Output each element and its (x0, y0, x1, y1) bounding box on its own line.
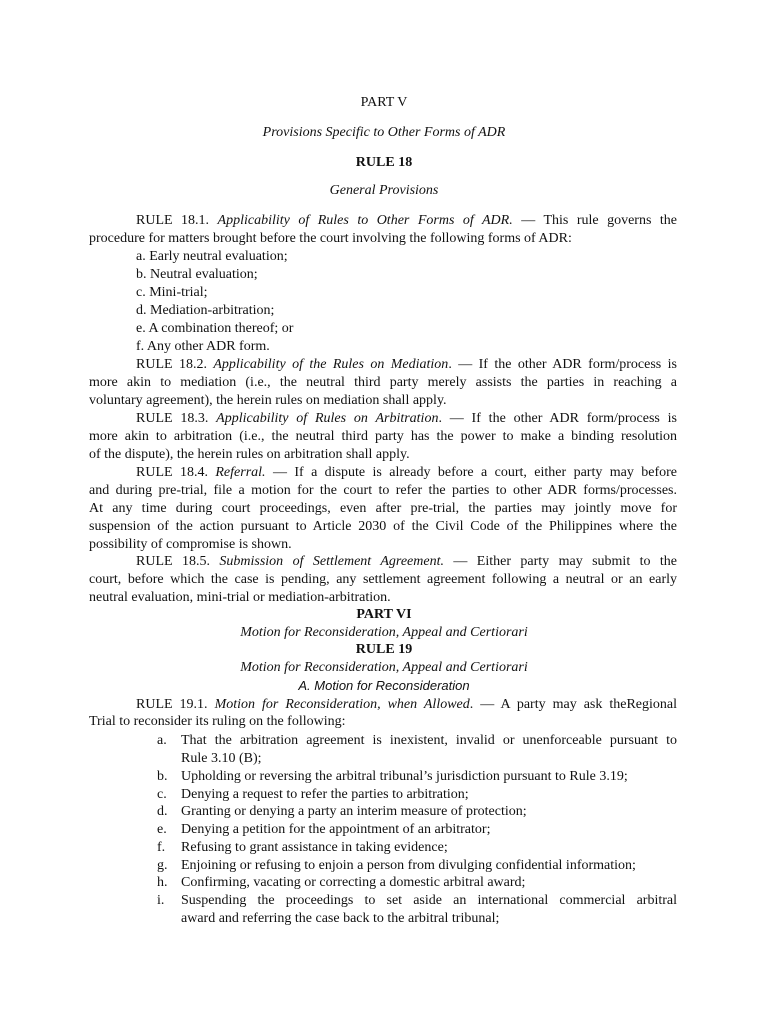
list-item: c. Mini-trial; (136, 285, 208, 300)
rule-18-5-line-1: RULE 18.5. Submission of Settlement Agreement. — Either party may submit to the (136, 554, 677, 569)
rule-18-3-line-1: RULE 18.3. Applicability of Rules on Arbitration. — If the other ADR form/process is (136, 411, 677, 426)
list-item: That the arbitration agreement is inexistent, invalid or unenforceable pursuant to (181, 733, 677, 748)
list-item: d. Mediation-arbitration; (136, 303, 275, 318)
item-label: e. (157, 822, 167, 837)
item-label: f. (157, 840, 166, 855)
list-item-continuation: award and referring the case back to the arbitral tribunal; (181, 911, 500, 926)
item-label: b. (157, 769, 168, 784)
item-label: h. (157, 875, 168, 890)
rule-18-1-line-2: procedure for matters brought before the court involving the following forms of ADR: (89, 231, 572, 246)
part-v-heading: PART V (360, 95, 408, 110)
list-item: b. Neutral evaluation; (136, 267, 258, 282)
list-item: a. Early neutral evaluation; (136, 249, 288, 264)
list-item: Refusing to grant assistance in taking evidence; (181, 840, 448, 855)
rule-18-4-line-2: and during pre-trial, file a motion for the court to refer the parties to other ADR forms/processes. (89, 483, 677, 498)
rule-18-subtitle: General Provisions (329, 183, 439, 198)
item-label: a. (157, 733, 167, 748)
rule-18-4-line-3: At any time during court proceedings, even after pre-trial, the parties may jointly move for (89, 501, 677, 516)
list-item-continuation: Rule 3.10 (B); (181, 751, 262, 766)
part-v-subtitle: Provisions Specific to Other Forms of ADR (262, 125, 506, 140)
rule-19-heading: RULE 19 (355, 642, 413, 657)
list-item: Denying a petition for the appointment of an arbitrator; (181, 822, 491, 837)
item-label: g. (157, 858, 168, 873)
item-label: c. (157, 787, 167, 802)
rule-19-1-line-2: Trial to reconsider its ruling on the following: (89, 714, 346, 729)
rule-18-4-line-1: RULE 18.4. Referral. — If a dispute is already before a court, either party may before (136, 465, 677, 480)
rule-18-5-line-3: neutral evaluation, mini-trial or mediation-arbitration. (89, 590, 391, 605)
list-item: Suspending the proceedings to set aside an international commercial arbitral (181, 893, 677, 908)
part-vi-subtitle: Motion for Reconsideration, Appeal and Certiorari (240, 625, 528, 640)
list-item: Confirming, vacating or correcting a domestic arbitral award; (181, 875, 526, 890)
rule-18-4-line-5: possibility of compromise is shown. (89, 537, 292, 552)
section-a-heading: A. Motion for Reconsideration (298, 678, 470, 693)
list-item: e. A combination thereof; or (136, 321, 294, 336)
item-label: d. (157, 804, 168, 819)
rule-18-2-line-2: more akin to mediation (i.e., the neutral third party merely assists the parties in reaching a (89, 375, 677, 390)
list-item: Denying a request to refer the parties to arbitration; (181, 787, 469, 802)
rule-18-2-line-3: voluntary agreement), the herein rules on mediation shall apply. (89, 393, 447, 408)
list-item: Upholding or reversing the arbitral tribunal’s jurisdiction pursuant to Rule 3.19; (181, 769, 628, 784)
rule-18-5-line-2: court, before which the case is pending, any settlement agreement following a neutral or an early (89, 572, 677, 587)
list-item: Enjoining or refusing to enjoin a person from divulging confidential information; (181, 858, 636, 873)
list-item: Granting or denying a party an interim measure of protection; (181, 804, 527, 819)
item-label: i. (157, 893, 165, 908)
rule-18-heading: RULE 18 (355, 155, 413, 170)
rule-18-3-line-2: more akin to arbitration (i.e., the neutral third party has the power to make a binding resolution (89, 429, 677, 444)
rule-19-subtitle: Motion for Reconsideration, Appeal and Certiorari (240, 660, 528, 675)
part-vi-heading: PART VI (356, 607, 412, 622)
rule-18-2-line-1: RULE 18.2. Applicability of the Rules on Mediation. — If the other ADR form/process is (136, 357, 677, 372)
rule-18-1-line-1: RULE 18.1. Applicability of Rules to Other Forms of ADR. — This rule governs the (136, 213, 677, 228)
rule-19-1-line-1: RULE 19.1. Motion for Reconsideration, when Allowed. — A party may ask theRegional (136, 697, 677, 712)
list-item: f. Any other ADR form. (136, 339, 270, 354)
rule-18-3-line-3: of the dispute), the herein rules on arbitration shall apply. (89, 447, 410, 462)
rule-18-4-line-4: suspension of the action pursuant to Article 2030 of the Civil Code of the Philippines where the (89, 519, 677, 534)
